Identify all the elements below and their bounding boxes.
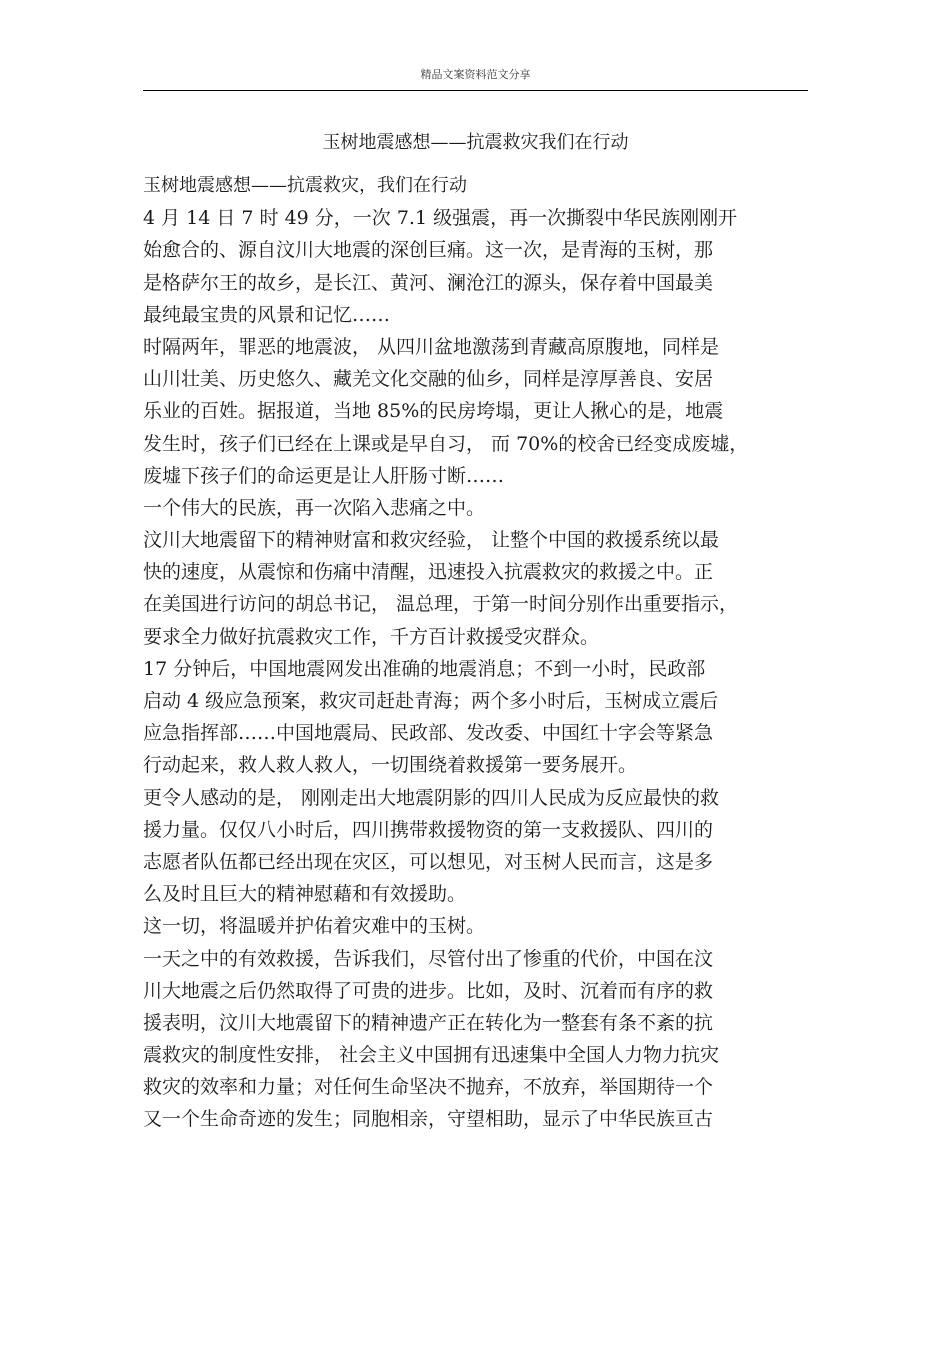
paragraph-line: 要求全力做好抗震救灾工作，千方百计救援受灾群众。 <box>143 625 600 648</box>
paragraph-line: 快的速度，从震惊和伤痛中清醒，迅速投入抗震救灾的救援之中。正 <box>143 561 714 584</box>
paragraph-line: 乐业的百姓。据报道，当地 85%的民房垮塌，更让人揪心的是，地震 <box>143 400 724 423</box>
subtitle-line: 玉树地震感想——抗震救灾，我们在行动 <box>143 175 467 196</box>
paragraph-line: 发生时，孩子们已经在上课或是早自习， 而 70%的校舍已经变成废墟， <box>143 432 749 455</box>
paragraph-line: 这一切，将温暖并护佑着灾难中的玉树。 <box>143 915 486 938</box>
paragraph-line: 最纯最宝贵的风景和记忆…… <box>143 303 391 326</box>
paragraph-line: 震救灾的制度性安排， 社会主义中国拥有迅速集中全国人力物力抗灾 <box>143 1044 720 1067</box>
paragraph-line: 在美国进行访问的胡总书记， 温总理，于第一时间分别作出重要指示， <box>143 593 739 616</box>
paragraph-line: 又一个生命奇迹的发生；同胞相亲，守望相助，显示了中华民族亘古 <box>143 1108 714 1131</box>
paragraph-line: 是格萨尔王的故乡，是长江、黄河、澜沧江的源头，保存着中国最美 <box>143 271 714 294</box>
paragraph-line: 时隔两年，罪恶的地震波， 从四川盆地激荡到青藏高原腹地，同样是 <box>143 335 720 358</box>
document-title: 玉树地震感想——抗震救灾我们在行动 <box>322 132 629 153</box>
header-divider <box>143 90 808 91</box>
paragraph-line: 川大地震之后仍然取得了可贵的进步。比如，及时、沉着而有序的救 <box>143 979 714 1002</box>
page-header: 精品文案资料范文分享 <box>420 68 531 81</box>
paragraph-line: 行动起来，救人救人救人，一切围绕着救援第一要务展开。 <box>143 754 638 777</box>
paragraph-line: 一天之中的有效救援，告诉我们，尽管付出了惨重的代价，中国在汶 <box>143 947 714 970</box>
paragraph-line: 志愿者队伍都已经出现在灾区，可以想见，对玉树人民而言，这是多 <box>143 850 714 873</box>
paragraph-line: 废墟下孩子们的命运更是让人肝肠寸断…… <box>143 464 505 487</box>
paragraph-line: 么及时且巨大的精神慰藉和有效援助。 <box>143 883 467 906</box>
paragraph-line: 应急指挥部……中国地震局、民政部、发改委、中国红十字会等紧急 <box>143 722 714 745</box>
paragraph-line: 4 月 14 日 7 时 49 分，一次 7.1 级强震，再一次撕裂中华民族刚刚开 <box>143 207 738 230</box>
paragraph-line: 援力量。仅仅八小时后，四川携带救援物资的第一支救援队、四川的 <box>143 818 714 841</box>
paragraph-line: 山川壮美、历史悠久、藏羌文化交融的仙乡，同样是淳厚善良、安居 <box>143 368 714 391</box>
paragraph-line: 援表明，汶川大地震留下的精神遗产正在转化为一整套有条不紊的抗 <box>143 1011 714 1034</box>
paragraph-line: 救灾的效率和力量；对任何生命坚决不抛弃，不放弃，举国期待一个 <box>143 1076 714 1099</box>
paragraph-line: 更令人感动的是， 刚刚走出大地震阴影的四川人民成为反应最快的救 <box>143 786 720 809</box>
document-body <box>143 170 795 1136</box>
paragraph-line: 一个伟大的民族，再一次陷入悲痛之中。 <box>143 496 486 519</box>
paragraph-line: 17 分钟后，中国地震网发出准确的地震消息；不到一小时，民政部 <box>143 657 706 680</box>
paragraph-line: 启动 4 级应急预案，救灾司赶赴青海；两个多小时后，玉树成立震后 <box>143 690 719 712</box>
paragraph-line: 始愈合的、源自汶川大地震的深创巨痛。这一次，是青海的玉树，那 <box>143 239 714 262</box>
paragraph-line: 汶川大地震留下的精神财富和救灾经验， 让整个中国的救援系统以最 <box>143 529 720 552</box>
